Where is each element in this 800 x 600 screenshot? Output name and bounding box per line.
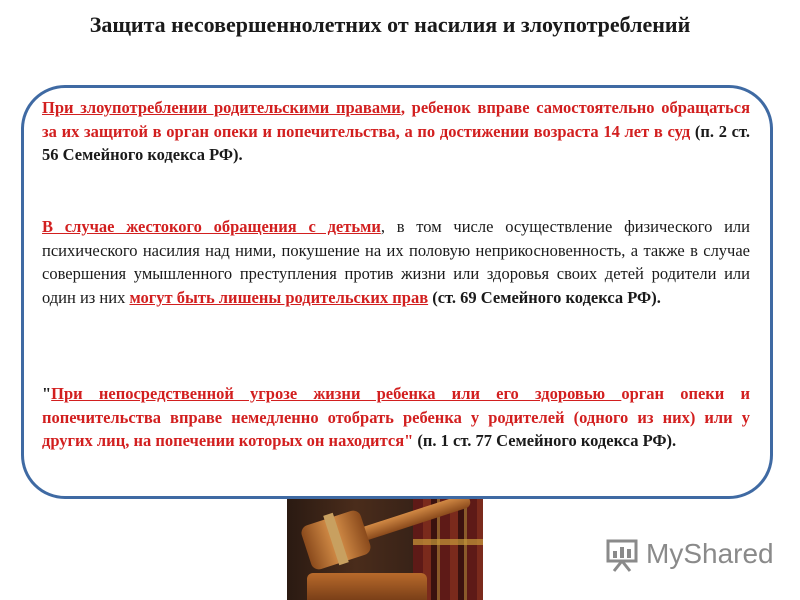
watermark-logo [604, 534, 774, 574]
legal-reference: (ст. 69 Семейного кодекса РФ). [428, 287, 661, 307]
presentation-board-icon [604, 535, 642, 573]
watermark-text: MyShared [646, 538, 774, 569]
highlight-immediate-threat: При непосредственной угрозе жизни ребенка или его здоровью [51, 384, 622, 403]
highlight-abuse-rights: При злоупотреблении родительскими правами [42, 98, 401, 117]
sound-block [307, 573, 427, 600]
paragraph-parental-abuse [42, 96, 750, 167]
gavel-image [287, 499, 483, 600]
highlight-child-rights: , ребенок вправе самостоятельно обращаться за их защитой в орган опеки и попечительства, а по достижении возраста 14 лет в суд [42, 98, 750, 141]
legal-reference: (п. 1 ст. 77 Семейного кодекса РФ). [413, 431, 677, 450]
page-title: Защита несовершеннолетних от насилия и злоупотреблений [89, 12, 691, 37]
quote-mark: " [42, 384, 52, 403]
highlight-removal: орган опеки и попечительства вправе немедленно отобрать ребенка у родителей (одного из них) или у других лиц, на попечении которых он находится" [42, 384, 751, 450]
paragraph-cruel-treatment [42, 215, 750, 309]
legal-reference: (п. 2 ст. 56 Семейного кодекса РФ). [42, 121, 750, 164]
highlight-cruel-treatment: В случае жестокого обращения с детьми [42, 217, 381, 236]
highlight-deprivation: могут быть лишены родительских прав [129, 287, 429, 307]
paragraph-body-text: , в том числе осуществление физического или психического насилия над ними, покушение на их половую неприкосновенность, а также в случае совершения умышленного преступления против жизни или здоровья своих детей родители или один из них [42, 217, 750, 307]
paragraph-immediate-threat [42, 382, 750, 453]
book-spine-lines [413, 539, 483, 545]
